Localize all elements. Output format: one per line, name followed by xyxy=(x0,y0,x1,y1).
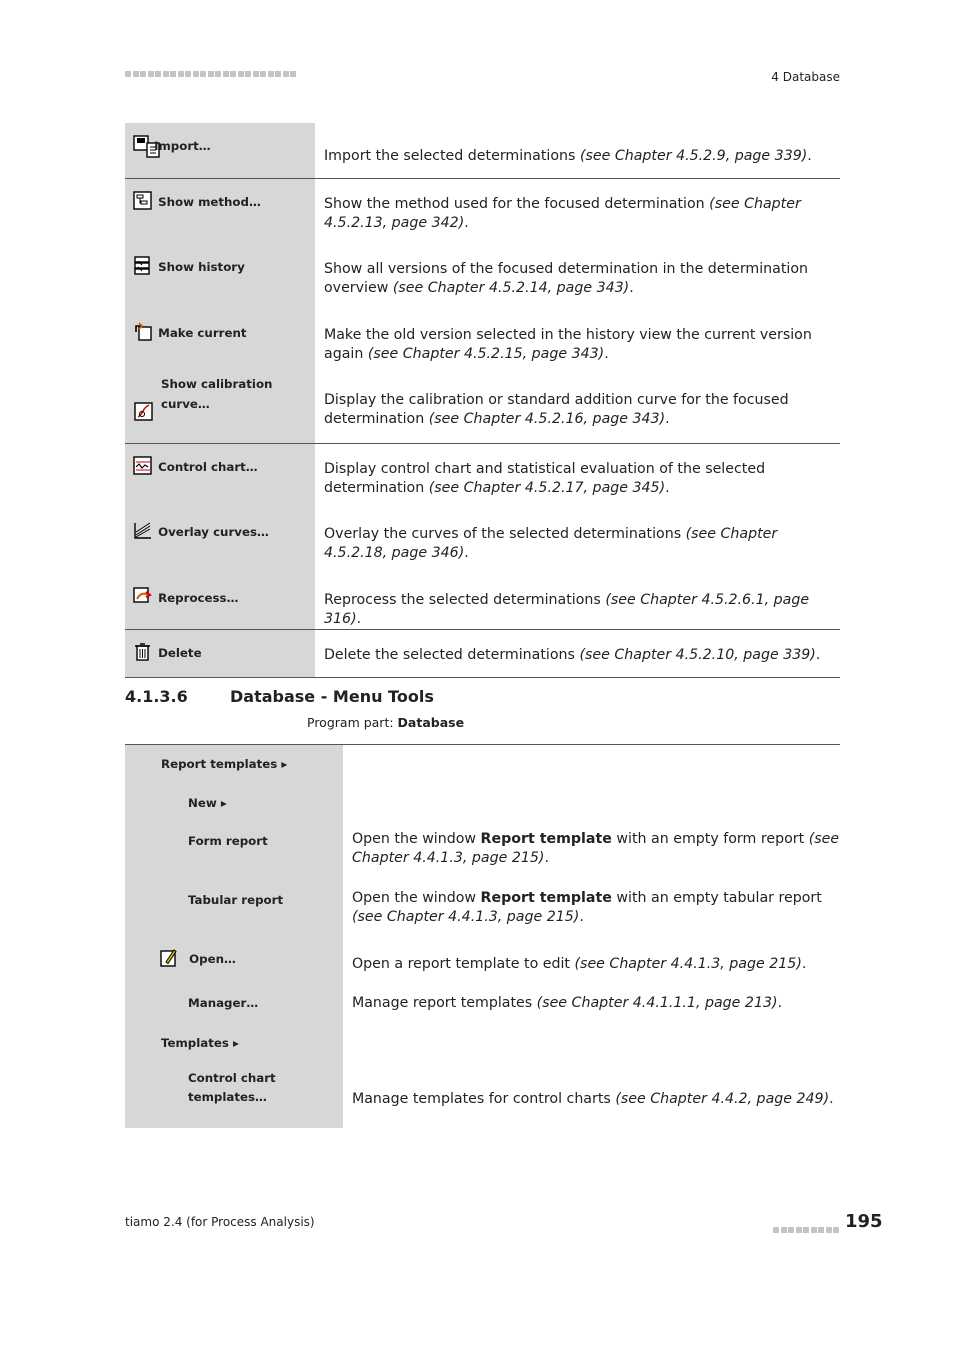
control-chart-icon xyxy=(133,456,153,476)
reprocess-label[interactable]: Reprocess… xyxy=(158,591,239,605)
chapter-reference: (see Chapter 4.5.2.13, page 342) xyxy=(324,195,801,231)
row-description: Show all versions of the focused determination in the determination overview xyxy=(324,261,809,296)
window-name: Report template xyxy=(480,889,612,906)
show-method-icon xyxy=(133,191,153,211)
table-row xyxy=(125,310,840,376)
table-row xyxy=(125,822,840,882)
header-section-title: 4 Database xyxy=(771,70,840,84)
row-description: with an empty tabular report xyxy=(611,889,822,906)
row-description: Manage report templates xyxy=(352,994,537,1011)
chapter-reference: (see Chapter 4.5.2.10, page 339) xyxy=(579,647,816,663)
chapter-reference: (see Chapter 4.5.2.14, page 343) xyxy=(392,280,630,296)
row-description: Open the window xyxy=(352,830,481,847)
table-row xyxy=(125,244,840,310)
table-row xyxy=(125,575,840,630)
page-number: 195 xyxy=(845,1211,883,1232)
report-templates-menu[interactable]: Report templates ▸ xyxy=(161,757,288,771)
import-label[interactable]: Import… xyxy=(154,139,211,153)
show-calibration-curve-label[interactable]: Show calibration curve… xyxy=(161,377,273,411)
chapter-reference: (see Chapter 4.4.1.3, page 215) xyxy=(574,955,802,972)
chapter-reference: (see Chapter 4.4.1.3, page 215) xyxy=(352,908,580,925)
header-decoration xyxy=(125,70,298,79)
control-chart-label[interactable]: Control chart… xyxy=(158,459,258,474)
row-description: Open a report template to edit xyxy=(352,955,575,972)
table-row xyxy=(125,745,840,784)
row-description: Display the calibration or standard addition curve for the focused determination xyxy=(324,392,789,427)
row-description: Delete the selected determinations xyxy=(324,647,580,663)
program-part-label: Program part: xyxy=(307,715,398,730)
tabular-report-item[interactable]: Tabular report xyxy=(188,892,284,907)
row-description: Overlay the curves of the selected determinations xyxy=(324,526,686,542)
overlay-curves-label[interactable]: Overlay curves… xyxy=(158,525,269,539)
row-description: Open the window xyxy=(352,889,481,906)
row-description: Display control chart and statistical evaluation of the selected determination xyxy=(324,460,766,496)
chapter-reference: (see Chapter 4.5.2.17, page 345) xyxy=(428,479,666,496)
open-item[interactable]: Open… xyxy=(189,951,236,966)
open-report-icon xyxy=(160,948,180,968)
program-part xyxy=(307,715,464,730)
row-description: with an empty form report xyxy=(611,830,809,847)
table-row xyxy=(125,942,840,982)
row-description: Reprocess the selected determinations xyxy=(324,592,606,608)
table-row xyxy=(125,509,840,575)
chapter-reference: (see Chapter 4.5.2.9, page 339) xyxy=(579,148,808,164)
row-description: Manage templates for control charts xyxy=(352,1090,616,1107)
show-history-label[interactable]: Show history xyxy=(158,260,245,274)
period: . xyxy=(777,994,783,1011)
period: . xyxy=(629,280,634,296)
period: . xyxy=(801,955,807,972)
period: . xyxy=(815,647,821,663)
row-description: Show the method used for the focused determination xyxy=(324,195,710,212)
form-report-item[interactable]: Form report xyxy=(188,833,268,848)
import-icon xyxy=(133,135,153,155)
table-row xyxy=(125,178,840,244)
tools-menu-table xyxy=(125,744,840,1128)
footer-decoration xyxy=(773,1218,841,1237)
templates-menu[interactable]: Templates ▸ xyxy=(161,1035,239,1050)
chapter-reference: (see Chapter 4.5.2.16, page 343) xyxy=(428,411,666,427)
table-row xyxy=(125,630,840,678)
table-row xyxy=(125,443,840,509)
table-row xyxy=(125,376,840,443)
new-submenu[interactable]: New ▸ xyxy=(188,795,227,810)
period: . xyxy=(829,1090,834,1107)
period: . xyxy=(665,479,670,496)
period: . xyxy=(579,908,584,925)
chapter-reference: (see Chapter 4.4.1.3, page 215) xyxy=(352,830,840,866)
delete-icon xyxy=(133,642,153,662)
table-row xyxy=(125,1022,840,1060)
table-row xyxy=(125,882,840,942)
period: . xyxy=(807,148,812,164)
period: . xyxy=(464,214,469,231)
program-part-value: Database xyxy=(397,715,465,730)
overlay-curves-icon xyxy=(133,521,153,541)
period: . xyxy=(356,611,362,627)
row-description: Import the selected determinations xyxy=(324,148,580,164)
window-name: Report template xyxy=(480,830,612,847)
show-method-label[interactable]: Show method… xyxy=(158,194,261,209)
delete-label[interactable]: Delete xyxy=(158,646,202,660)
row-description: Make the old version selected in the history view the current version again xyxy=(324,327,812,362)
make-current-label[interactable]: Make current xyxy=(158,326,247,340)
chapter-reference: (see Chapter 4.5.2.6.1, page 316) xyxy=(324,592,810,627)
make-current-icon xyxy=(133,322,153,342)
table-row xyxy=(125,982,840,1022)
section-title: Database - Menu Tools xyxy=(230,687,434,706)
period: . xyxy=(544,849,549,866)
period: . xyxy=(604,346,609,362)
table-row xyxy=(125,1060,840,1128)
show-history-icon xyxy=(133,256,153,276)
manager-item[interactable]: Manager… xyxy=(188,995,259,1010)
determination-menu-table xyxy=(125,123,840,678)
period: . xyxy=(464,545,469,561)
chapter-reference: (see Chapter 4.5.2.18, page 346) xyxy=(324,526,778,561)
table-row xyxy=(125,123,840,178)
table-row xyxy=(125,784,840,822)
chapter-reference: (see Chapter 4.5.2.15, page 343) xyxy=(367,346,605,362)
control-chart-templates-item[interactable]: Control chart templates… xyxy=(188,1070,276,1104)
section-number: 4.1.3.6 xyxy=(125,687,188,706)
chapter-reference: (see Chapter 4.4.2, page 249) xyxy=(615,1090,830,1107)
footer-product: tiamo 2.4 (for Process Analysis) xyxy=(125,1215,315,1229)
reprocess-icon xyxy=(133,587,153,607)
calibration-curve-icon xyxy=(134,402,154,422)
period: . xyxy=(665,411,670,427)
chapter-reference: (see Chapter 4.4.1.1.1, page 213) xyxy=(536,994,778,1011)
